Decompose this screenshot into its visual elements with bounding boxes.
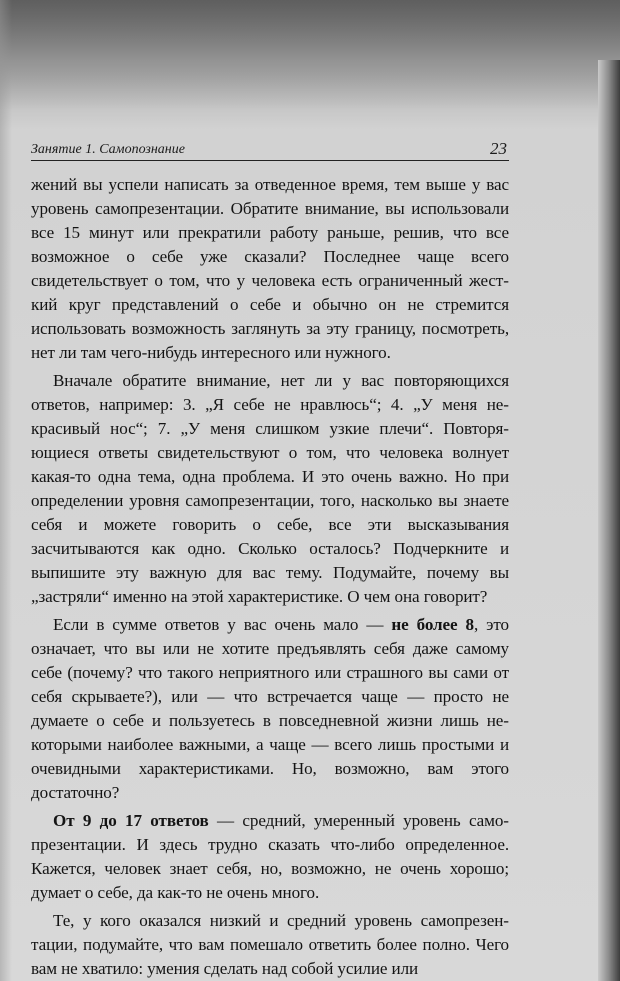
paragraph-continued: жений вы успели написать за отведенное время, тем выше у вас уровень самопрезентации. Обратите внимание, вы использовали все 15 минут или прекратили работу раньше, решив, что все возможное о себе уже сказали? Последнее чаще всего свидетельствует о том, что у человека есть ограниченный жесткий круг представлений о себе и обычно он не стремится использовать возможность заглянуть за эту границу, посмотреть, нет ли там чего-нибудь интересного или нужного. xyxy=(31,175,509,362)
body-text xyxy=(31,173,509,981)
paragraph-text: — средний, умеренный уровень самопрезентации. И здесь трудно сказать что-либо определенное. Кажется, человек знает себя, но, возможно, не очень хорошо; думает о себе, да как-то не очень много. xyxy=(31,811,509,902)
paragraph-medium-answers xyxy=(31,809,509,905)
paragraph-low-medium-level: Те, у кого оказался низкий и средний уровень самопрезентации, подумайте, что вам помешало ответить более полно. Чего вам не хватило: умения сделать над собой усилие или xyxy=(31,911,509,978)
bold-phrase: не более 8 xyxy=(391,615,474,634)
scan-shadow-top xyxy=(0,0,620,110)
bold-phrase: От 9 до 17 ответов xyxy=(53,811,209,830)
section-title: Занятие 1. Самопознание xyxy=(31,142,185,157)
page-number: 23 xyxy=(490,139,507,158)
running-header xyxy=(31,138,509,161)
paragraph-few-answers xyxy=(31,613,509,805)
paragraph-repeated-answers: Вначале обратите внимание, нет ли у вас повторяющихся ответов, например: 3. „Я себе не нравлюсь“; 4. „У меня некрасивый нос“; 7. „У меня слишком узкие плечи“. Повторяющиеся ответы свидетельствуют о том, что человека волнует какая-то одна тема, одна проблема. И это очень важно. Но при определении уровня самопрезентации, того, насколько вы знаете себя и можете говорить о себе, все эти высказывания засчитываются как одно. Сколько осталось? Подчеркните и выпишите эту важную для вас тему. Подумайте, почему вы „застряли“ именно на этой характеристике. О чем она говорит? xyxy=(31,371,509,606)
page-edge-right xyxy=(598,60,620,981)
paragraph-text: , это означает, что вы или не хотите предъявлять себя даже самому себе (почему? что такого неприятного или страшного вы сами от себя скрываете?), или — что встречается чаще — просто не думаете о себе и пользуетесь в повседневной жизни лишь некоторыми наиболее важными, а чаще — всего лишь простыми и очевидными характеристиками. Но, возможно, вам этого достаточно? xyxy=(31,615,510,802)
paragraph-text: Если в сумме ответов у вас очень мало — xyxy=(53,615,392,634)
scan-shadow-left xyxy=(0,0,12,981)
